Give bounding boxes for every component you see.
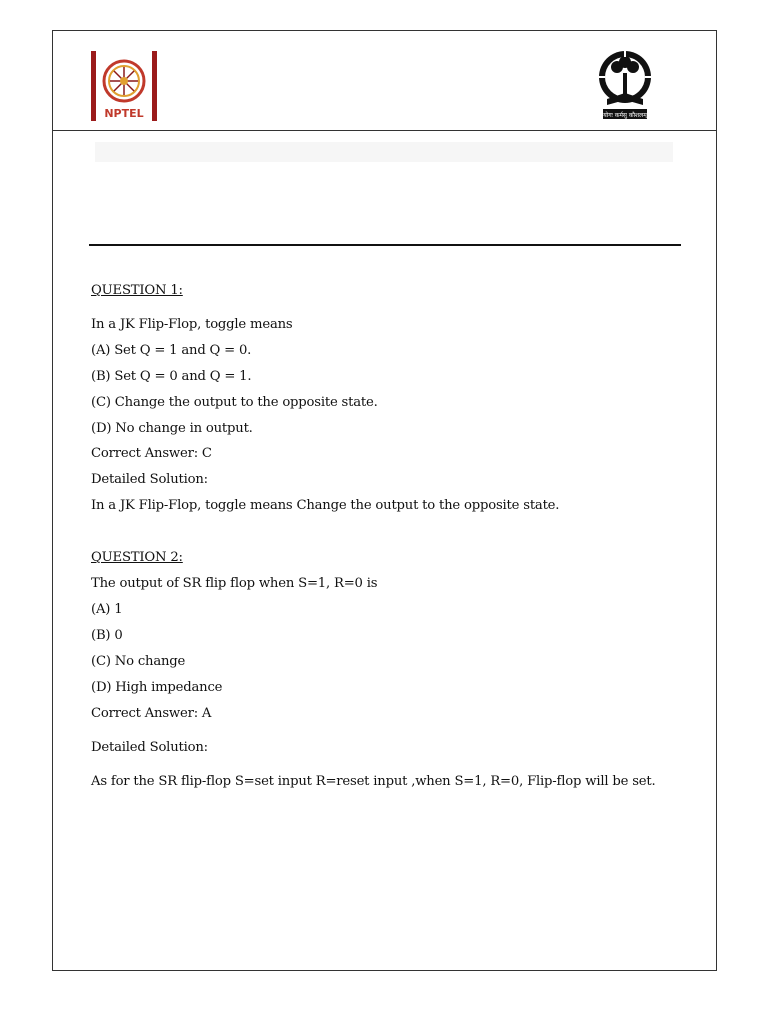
- question-2-option-d: (D) High impedance: [91, 680, 223, 695]
- nptel-logo-text: NPTEL: [104, 107, 144, 120]
- question-2-prompt: The output of SR flip flop when S=1, R=0 is: [91, 576, 378, 591]
- nptel-logo: [91, 51, 157, 123]
- question-2-solution-label: Detailed Solution:: [91, 740, 208, 755]
- question-1-heading: QUESTION 1:: [91, 283, 183, 298]
- question-1-prompt: In a JK Flip-Flop, toggle means: [91, 317, 293, 332]
- question-1-option-b: (B) Set Q = 0 and Q = 1.: [91, 369, 252, 384]
- question-1-answer: Correct Answer: C: [91, 446, 212, 461]
- question-1-option-c: (C) Change the output to the opposite state.: [91, 395, 378, 410]
- header-divider: [53, 130, 716, 131]
- question-1-option-d: (D) No change in output.: [91, 421, 253, 436]
- question-2-solution: As for the SR flip-flop S=set input R=reset input ,when S=1, R=0, Flip-flop will be set.: [91, 774, 656, 789]
- section-divider: [89, 244, 681, 246]
- question-1-solution: In a JK Flip-Flop, toggle means Change the output to the opposite state.: [91, 498, 560, 513]
- question-2-option-a: (A) 1: [91, 602, 123, 617]
- emblem-motto: योगः कर्मसु कौशलम्: [603, 112, 647, 119]
- question-2-option-b: (B) 0: [91, 628, 123, 643]
- question-2-answer: Correct Answer: A: [91, 706, 212, 721]
- question-2-option-c: (C) No change: [91, 654, 186, 669]
- question-2-heading: QUESTION 2:: [91, 550, 183, 565]
- institute-emblem: [593, 45, 657, 123]
- question-1-option-a: (A) Set Q = 1 and Q = 0.: [91, 343, 252, 358]
- header-band: [95, 142, 673, 162]
- question-1-solution-label: Detailed Solution:: [91, 472, 208, 487]
- document-page: [52, 30, 717, 971]
